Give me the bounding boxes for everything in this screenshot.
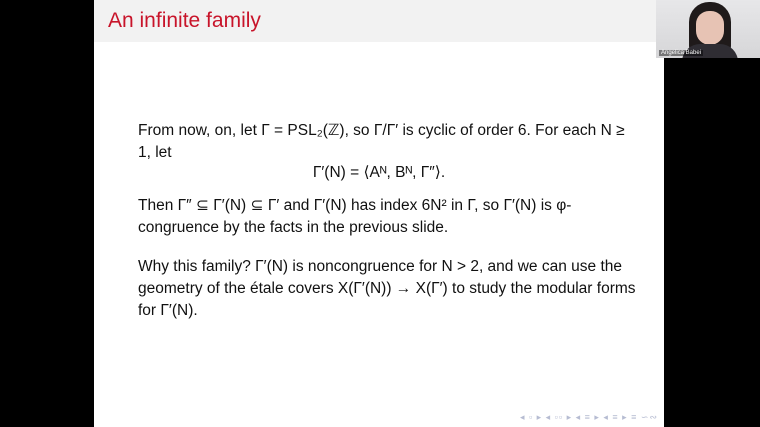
participant-face — [696, 11, 724, 45]
webcam-thumbnail[interactable] — [656, 0, 760, 58]
beamer-navigation-icons[interactable]: ◂ ▫ ▸ ◂ ▫▫ ▸ ◂ ≡ ▸ ◂ ≡ ▸ ≡ ∽∾ — [519, 412, 658, 422]
slide-title: An infinite family — [108, 9, 261, 32]
slide-title-bar — [94, 0, 664, 42]
paragraph-motivation: Why this family? Γ′(N) is noncongruence for N > 2, and we can use the geometry of the étale covers X(Γ′(N)) → X(Γ′) to study the modular forms for Γ′(N). — [138, 258, 636, 319]
participant-name-label: Angelica Babei — [661, 50, 702, 56]
paragraph-properties: Then Γ″ ⊆ Γ′(N) ⊆ Γ′ and Γ′(N) has index 6N² in Γ, so Γ′(N) is φ-congruence by the facts in the previous slide. — [138, 197, 572, 236]
presentation-slide — [94, 0, 664, 427]
equation: Γ′(N) = ⟨Aᴺ, Bᴺ, Γ″⟩. — [312, 164, 446, 181]
paragraph-definition: From now, on, let Γ = PSL₂(ℤ), so Γ/Γ′ is cyclic of order 6. For each N ≥ 1, let — [138, 122, 625, 161]
